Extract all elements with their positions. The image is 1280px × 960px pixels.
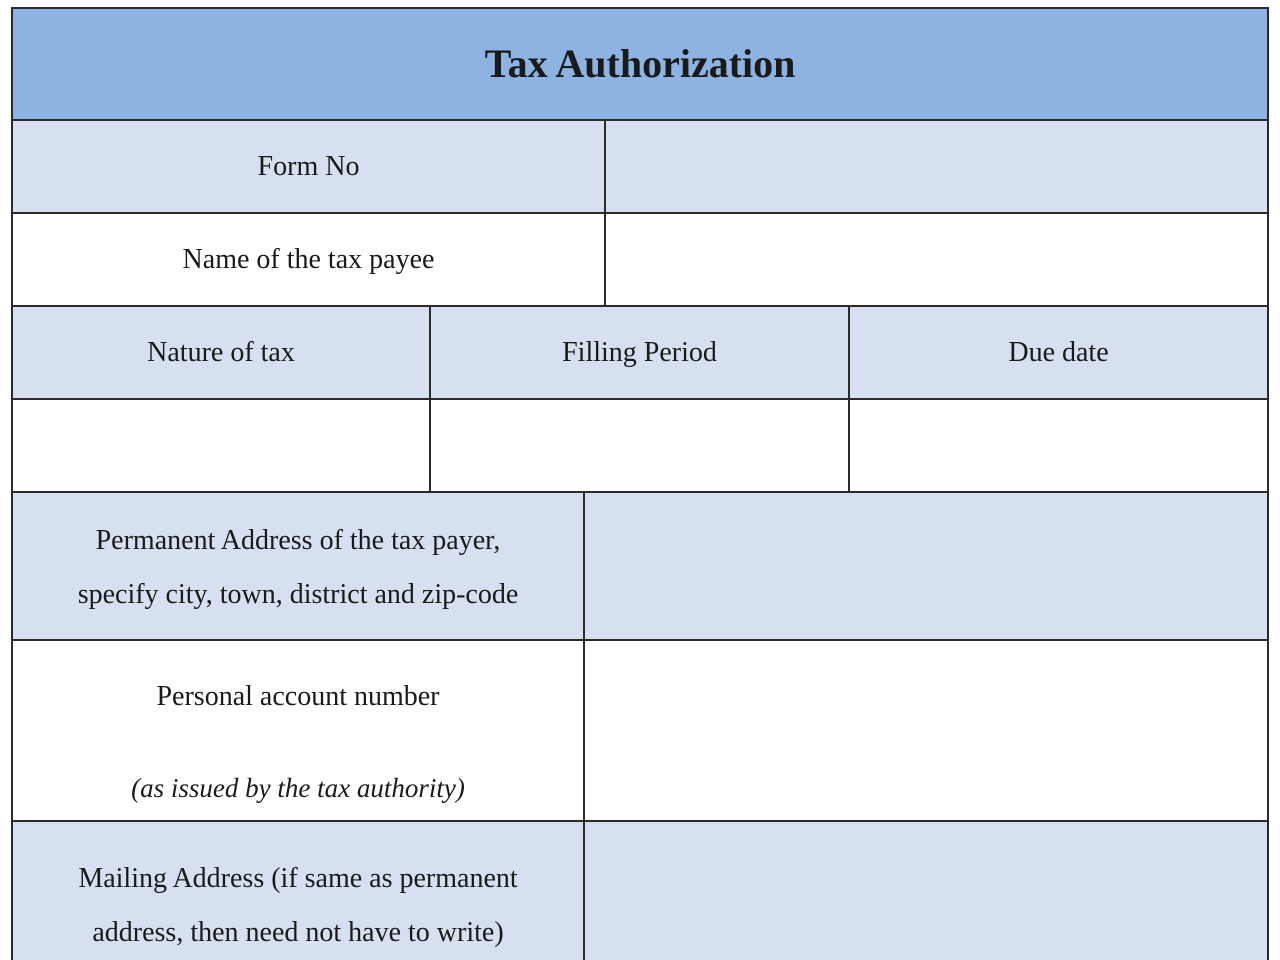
- column-divider: [604, 119, 606, 306]
- permanent-address-field[interactable]: [584, 492, 1268, 640]
- permanent-address-label-line2: specify city, town, district and zip-code: [77, 579, 519, 610]
- payee-name-field[interactable]: [605, 213, 1268, 306]
- mailing-address-label-line1: Mailing Address (if same as permanent: [78, 863, 518, 894]
- mailing-address-label-cell: [12, 821, 584, 960]
- row-divider: [11, 491, 1269, 493]
- row-divider: [11, 212, 1269, 214]
- account-number-note: (as issued by the tax authority): [131, 773, 465, 803]
- filling-period-label: Filling Period: [430, 306, 849, 399]
- border-right: [1267, 7, 1269, 960]
- border-top: [11, 7, 1269, 9]
- due-date-field[interactable]: [849, 399, 1268, 492]
- account-number-field[interactable]: [584, 640, 1268, 821]
- column-divider: [429, 305, 431, 492]
- form-no-label: Form No: [12, 120, 605, 213]
- permanent-address-label-line1: Permanent Address of the tax payer,: [95, 525, 501, 556]
- row-divider: [11, 119, 1269, 121]
- nature-of-tax-field[interactable]: [12, 399, 430, 492]
- nature-of-tax-label: Nature of tax: [12, 306, 430, 399]
- form-title: Tax Authorization: [12, 8, 1268, 120]
- column-divider: [848, 305, 850, 492]
- column-divider: [583, 491, 585, 960]
- permanent-address-label: [12, 492, 584, 640]
- account-number-label-cell: [12, 640, 584, 821]
- row-divider: [11, 398, 1269, 400]
- account-number-label: Personal account number: [156, 681, 440, 712]
- filling-period-field[interactable]: [430, 399, 849, 492]
- mailing-address-field[interactable]: [584, 821, 1268, 960]
- mailing-address-label-line2: address, then need not have to write): [92, 917, 504, 948]
- row-divider: [11, 639, 1269, 641]
- due-date-label: Due date: [849, 306, 1268, 399]
- row-divider: [11, 820, 1269, 822]
- form-no-field[interactable]: [605, 120, 1268, 213]
- border-left: [11, 7, 13, 960]
- payee-name-label: Name of the tax payee: [12, 213, 605, 306]
- row-divider: [11, 305, 1269, 307]
